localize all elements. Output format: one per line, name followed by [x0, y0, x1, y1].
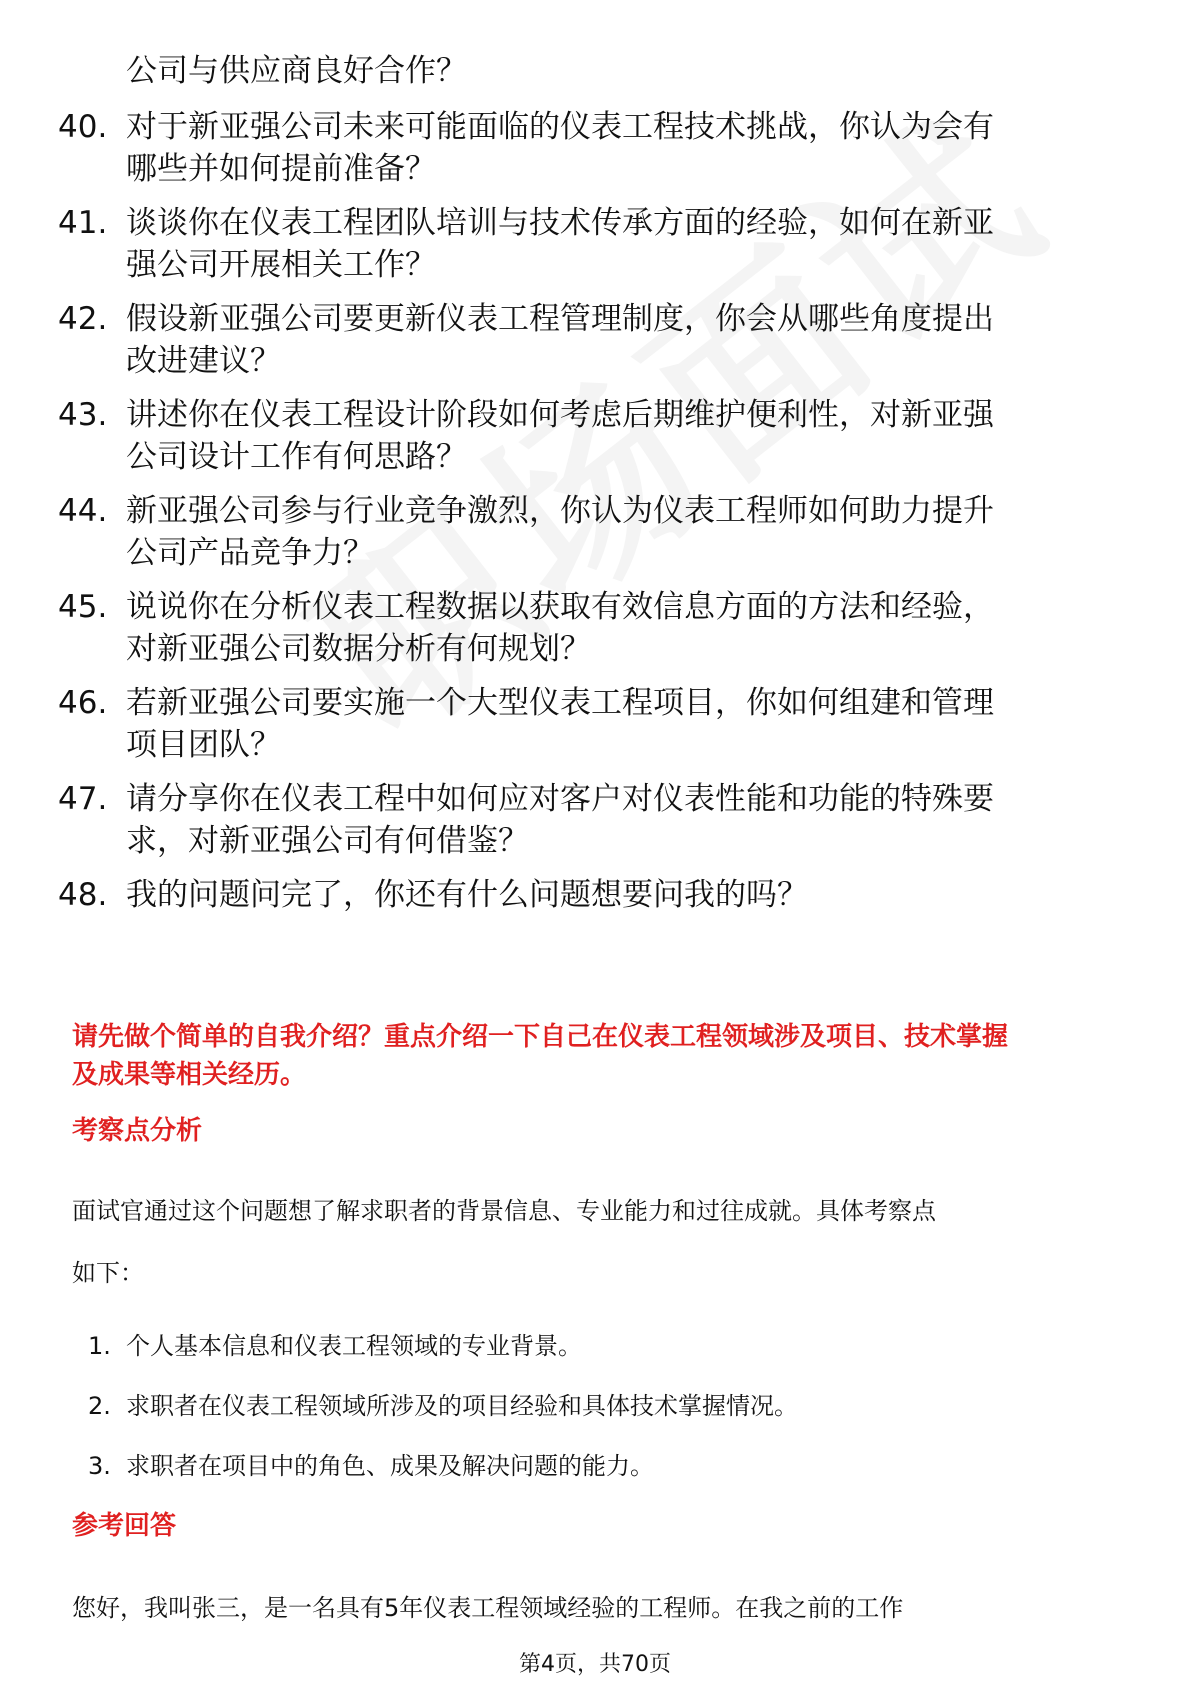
question-line: 说说你在分析仪表工程数据以获取有效信息方面的方法和经验，: [126, 589, 994, 625]
analysis-intro-line: 面试官通过这个问题想了解求职者的背景信息、专业能力和过往成就。具体考察点: [72, 1197, 936, 1225]
question-number: 48.: [58, 877, 108, 913]
question-item: [58, 202, 1118, 286]
question-number: 40.: [58, 109, 108, 145]
reference-heading: 参考回答: [72, 1511, 177, 1541]
question-line: 公司设计工作有何思路？: [126, 439, 467, 475]
page-footer: 第4页，共70页: [519, 1652, 671, 1677]
question-number: 44.: [58, 493, 108, 529]
question-line: 公司产品竞争力？: [126, 535, 374, 571]
question-line: 对新亚强公司数据分析有何规划？: [126, 631, 591, 667]
highlight-line: 及成果等相关经历。: [72, 1060, 307, 1090]
analysis-heading: 考察点分析: [72, 1116, 203, 1146]
question-line: 改进建议？: [126, 343, 281, 379]
highlight-line: 请先做个简单的自我介绍？重点介绍一下自己在仪表工程领域涉及项目、技术掌握: [72, 1022, 1009, 1052]
highlight-question: [72, 1018, 1122, 1094]
question-line: 我的问题问完了，你还有什么问题想要问我的吗？: [126, 877, 808, 913]
list-item-text: 求职者在仪表工程领域所涉及的项目经验和具体技术掌握情况。: [126, 1392, 798, 1420]
question-item: [58, 874, 1118, 916]
question-item: [58, 490, 1118, 574]
list-item-number: 1.: [88, 1332, 111, 1360]
question-continuation: 公司与供应商良好合作？: [126, 53, 467, 89]
question-line: 求，对新亚强公司有何借鉴？: [126, 823, 529, 859]
reference-text: 您好，我叫张三，是一名具有5年仪表工程领域经验的工程师。在我之前的工作: [72, 1594, 904, 1622]
question-line: 请分享你在仪表工程中如何应对客户对仪表性能和功能的特殊要: [126, 781, 994, 817]
question-item: [58, 682, 1118, 766]
question-number: 47.: [58, 781, 108, 817]
analysis-intro: [72, 1180, 1122, 1304]
list-item: [88, 1330, 1088, 1362]
question-line: 项目团队？: [126, 727, 281, 763]
question-number: 45.: [58, 589, 108, 625]
question-line: 谈谈你在仪表工程团队培训与技术传承方面的经验，如何在新亚: [126, 205, 994, 241]
question-line: 若新亚强公司要实施一个大型仪表工程项目，你如何组建和管理: [126, 685, 994, 721]
question-line: 对于新亚强公司未来可能面临的仪表工程技术挑战，你认为会有: [126, 109, 994, 145]
question-number: 41.: [58, 205, 108, 241]
question-item: [58, 106, 1118, 190]
question-number: 43.: [58, 397, 108, 433]
question-number: 42.: [58, 301, 108, 337]
question-line: 强公司开展相关工作？: [126, 247, 436, 283]
question-item: [58, 298, 1118, 382]
question-item: [58, 778, 1118, 862]
question-line: 哪些并如何提前准备？: [126, 151, 436, 187]
question-line: 假设新亚强公司要更新仪表工程管理制度，你会从哪些角度提出: [126, 301, 994, 337]
question-item: [58, 586, 1118, 670]
question-number: 46.: [58, 685, 108, 721]
list-item-number: 3.: [88, 1452, 111, 1480]
list-item-number: 2.: [88, 1392, 111, 1420]
question-line: 新亚强公司参与行业竞争激烈，你认为仪表工程师如何助力提升: [126, 493, 994, 529]
analysis-intro-line: 如下：: [72, 1259, 144, 1287]
list-item-text: 个人基本信息和仪表工程领域的专业背景。: [126, 1332, 582, 1360]
question-item: [58, 394, 1118, 478]
list-item: [88, 1450, 1088, 1482]
question-line: 讲述你在仪表工程设计阶段如何考虑后期维护便利性，对新亚强: [126, 397, 994, 433]
list-item: [88, 1390, 1088, 1422]
list-item-text: 求职者在项目中的角色、成果及解决问题的能力。: [126, 1452, 654, 1480]
